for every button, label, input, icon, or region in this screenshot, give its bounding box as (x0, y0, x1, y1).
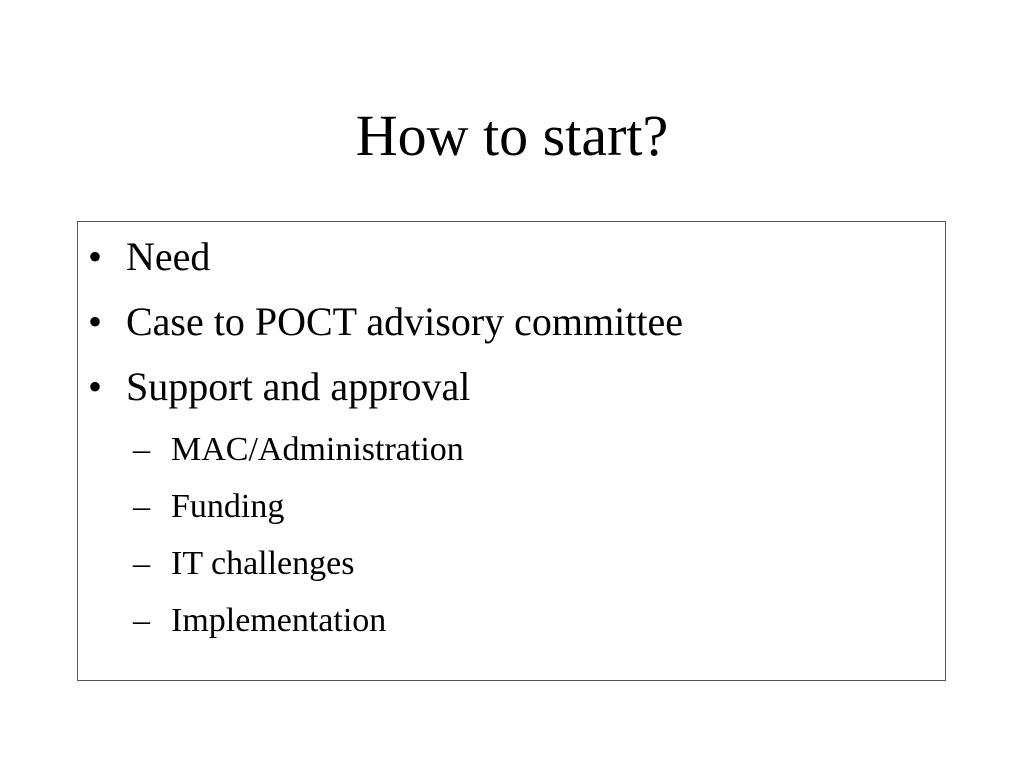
bullet-marker: • (88, 234, 103, 279)
sub-bullet-marker: – (133, 431, 150, 468)
sub-bullet-marker: – (133, 545, 150, 582)
sub-bullet-text: MAC/Administration (171, 431, 464, 468)
bullet-item-support (88, 362, 935, 412)
sub-bullet-item-funding (133, 487, 935, 527)
content-box (77, 221, 946, 681)
sub-bullet-item-implementation (133, 601, 935, 641)
sub-bullet-marker: – (133, 488, 150, 525)
sub-bullet-marker: – (133, 602, 150, 639)
sub-bullet-list (133, 430, 935, 658)
bullet-list (88, 232, 935, 427)
bullet-text: Case to POCT advisory committee (126, 299, 683, 344)
bullet-text: Need (126, 234, 211, 279)
sub-bullet-text: IT challenges (171, 545, 355, 582)
bullet-marker: • (88, 299, 103, 344)
bullet-item-need (88, 232, 935, 282)
bullet-item-case (88, 297, 935, 347)
bullet-marker: • (88, 364, 103, 409)
slide-title: How to start? (355, 103, 669, 168)
sub-bullet-item-it-challenges (133, 544, 935, 584)
bullet-text: Support and approval (126, 364, 471, 409)
sub-bullet-text: Funding (171, 488, 285, 525)
sub-bullet-item-administration (133, 430, 935, 470)
sub-bullet-text: Implementation (171, 602, 387, 639)
